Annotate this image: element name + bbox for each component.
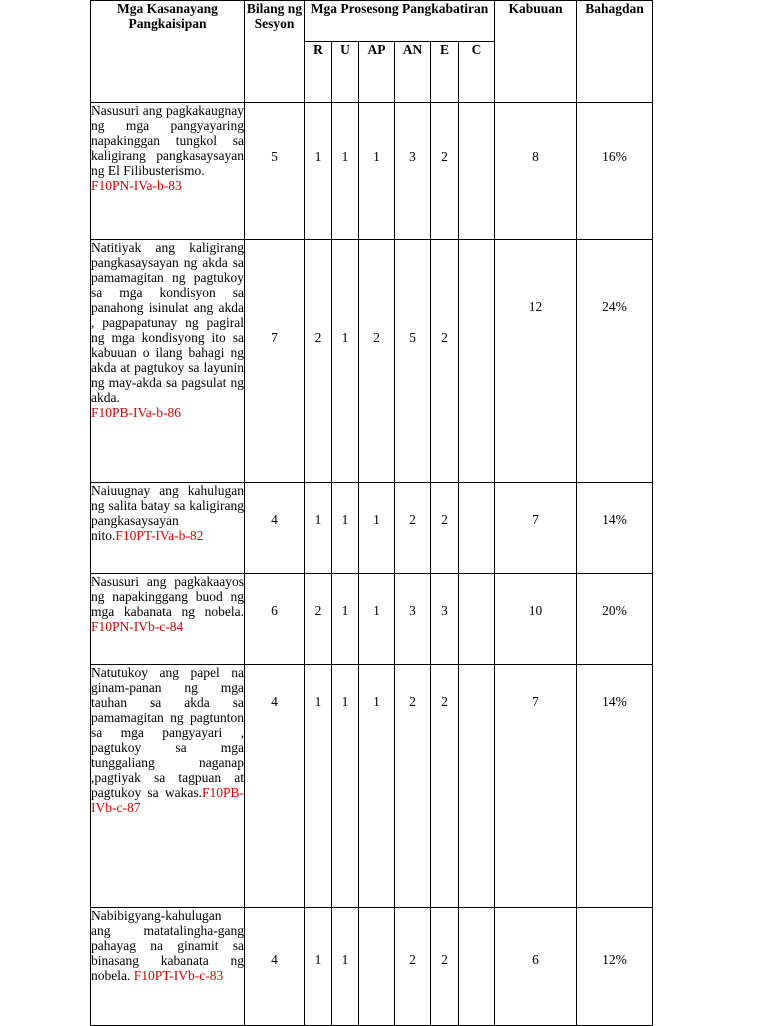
understanding-cell: 1 [332,574,359,665]
competency-cell [91,103,245,240]
total-cell: 12 [495,240,577,483]
understanding-cell: 1 [332,665,359,908]
competency-cell [91,574,245,665]
percent-cell: 24% [577,240,653,483]
percent-cell: 20% [577,574,653,665]
evaluating-cell: 2 [431,483,459,574]
percent-cell: 14% [577,665,653,908]
header-understanding: U [332,42,359,103]
percent-cell: 16% [577,103,653,240]
creating-cell [459,483,495,574]
creating-cell [459,908,495,1026]
table-row [91,483,653,574]
evaluating-cell: 2 [431,908,459,1026]
header-competency: Mga Kasanayang Pangkaisipan [91,1,245,103]
competency-cell [91,240,245,483]
sessions-cell: 5 [245,103,305,240]
remembering-cell: 2 [305,240,332,483]
applying-cell: 1 [359,665,395,908]
competency-text: Nasusuri ang pagkakaayos ng napakinggang buod ng mga kabanata ng nobela. [91,574,244,619]
total-cell: 10 [495,574,577,665]
understanding-cell: 1 [332,483,359,574]
sessions-cell: 4 [245,665,305,908]
table-row [91,240,653,483]
percent-cell: 12% [577,908,653,1026]
analyzing-cell: 2 [395,908,431,1026]
sessions-cell: 7 [245,240,305,483]
competency-text: Natutukoy ang papel na ginam-panan ng mga tauhan sa akda sa pamamagitan ng pagtunton sa mga pangyayari , pagtukoy sa mga tunggaliang naganap ,pagtiyak sa tagpuan at pagtukoy sa wakas. [91,665,244,800]
understanding-cell: 1 [332,240,359,483]
applying-cell [359,908,395,1026]
competency-text: Natitiyak ang kaligirang pangkasaysayan ng akda sa pamamagitan ng pagtukoy sa mga kondisyon sa panahong isinulat ang akda , pagpapatunay ng pagiral ng mga kondisyong ito sa kabuuan o ilang bahagi ng akda at pagtukoy sa layunin ng may-akda sa pagsulat ng akda. [91,240,244,405]
total-cell: 8 [495,103,577,240]
evaluating-cell: 2 [431,665,459,908]
header-remembering: R [305,42,332,103]
creating-cell [459,240,495,483]
understanding-cell: 1 [332,103,359,240]
percent-cell: 14% [577,483,653,574]
sessions-cell: 4 [245,908,305,1026]
competency-text: Nasusuri ang pagkakaugnay ng mga pangyayaring napakinggan tungkol sa kaligirang pangkasaysayan ng El Filibusterismo. [91,103,244,178]
table-row [91,908,653,1026]
analyzing-cell: 3 [395,103,431,240]
analyzing-cell: 5 [395,240,431,483]
sessions-cell: 4 [245,483,305,574]
table-row [91,103,653,240]
remembering-cell: 1 [305,103,332,240]
header-sessions: Bilang ng Sesyon [245,1,305,103]
remembering-cell: 1 [305,483,332,574]
remembering-cell: 1 [305,665,332,908]
creating-cell [459,665,495,908]
competency-cell [91,665,245,908]
evaluating-cell: 2 [431,103,459,240]
table-row [91,574,653,665]
competency-text: Nabibigyang-kahulugan ang matatalingha-gang pahayag na ginamit sa binasang kabanata ng nobela. [91,908,244,983]
analyzing-cell: 2 [395,665,431,908]
applying-cell: 1 [359,483,395,574]
remembering-cell: 1 [305,908,332,1026]
table-of-specifications [90,0,653,1026]
analyzing-cell: 3 [395,574,431,665]
competency-code: F10PB-IVa-b-86 [91,405,181,420]
competency-cell [91,908,245,1026]
applying-cell: 1 [359,103,395,240]
evaluating-cell: 2 [431,240,459,483]
applying-cell: 2 [359,240,395,483]
header-total: Kabuuan [495,1,577,103]
competency-code: F10PT-IVa-b-82 [115,528,204,543]
competency-text: Naiuugnay ang kahulugan ng salita batay sa kaligirang pangkasaysayan nito. [91,483,244,543]
competency-cell [91,483,245,574]
total-cell: 7 [495,665,577,908]
analyzing-cell: 2 [395,483,431,574]
header-analyzing: AN [395,42,431,103]
table-row [91,665,653,908]
applying-cell: 1 [359,574,395,665]
remembering-cell: 2 [305,574,332,665]
total-cell: 7 [495,483,577,574]
creating-cell [459,103,495,240]
understanding-cell: 1 [332,908,359,1026]
header-applying: AP [359,42,395,103]
header-creating: C [459,42,495,103]
header-percent: Bahagdan [577,1,653,103]
total-cell: 6 [495,908,577,1026]
header-evaluating: E [431,42,459,103]
creating-cell [459,574,495,665]
competency-code: F10PB-IVb-c-87 [91,785,244,815]
competency-code: F10PT-IVb-c-83 [133,968,224,983]
competency-code: F10PN-IVa-b-83 [91,178,182,193]
competency-code: F10PN-IVb-c-84 [91,619,184,634]
sessions-cell: 6 [245,574,305,665]
evaluating-cell: 3 [431,574,459,665]
header-processes: Mga Prosesong Pangkabatiran [305,1,495,42]
